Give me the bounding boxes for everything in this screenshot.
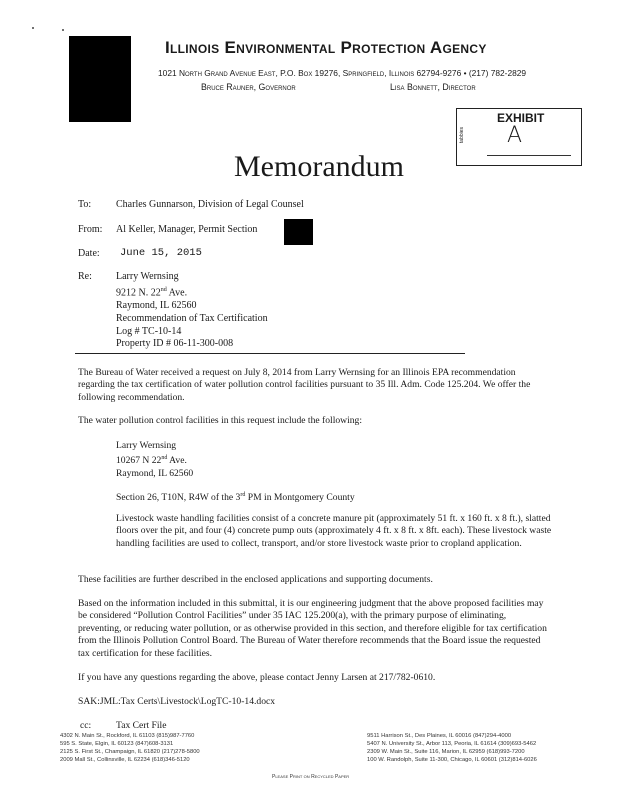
from-label: From:: [78, 224, 103, 235]
cc-value: Tax Cert File: [116, 720, 167, 731]
scan-speck: [32, 27, 34, 29]
section-location: Section 26, T10N, R4W of the 3rd PM in Montgomery County: [116, 492, 355, 504]
header-divider: [75, 353, 465, 354]
scan-speck: [62, 29, 64, 31]
re-block: [116, 271, 268, 351]
exhibit-side-text: tabbies: [459, 127, 465, 144]
re-property: Property ID # 06-11-300-008: [116, 338, 234, 350]
to-value: Charles Gunnarson, Division of Legal Counsel: [116, 199, 304, 210]
exhibit-letter: A: [507, 123, 523, 148]
facility-description: Livestock waste handling facilities consist of a concrete manure pit (approximately 51 ft. x 160 ft. x 8 ft.), slatted floors over the pit, and four (4) concrete pump outs (approximately 4 ft. x 8 ft. x 8ft. each). These livestock waste handling facilities are used to collect, transport, and/or store livestock waste prior to cropland application.: [116, 513, 552, 549]
agency-address: 1021 North Grand Avenue East, P.O. Box 19276, Springfield, Illinois 62794-9276 • (217) 782-2829: [158, 68, 527, 78]
paragraph-judgment: Based on the information included in this submittal, it is our engineering judgment that the above proposed facilities may be considered “Pollution Control Facilities” under 35 IAC 125.200(a), with the primary purpose of eliminating, preventing, or reducing water pollution, or as otherwise provided in this section, and therefore eligible for tax certification from the Illinois Pollution Control Board. The Bureau of Water therefore recommends that the Board issue the requested tax certification for these facilities.: [78, 598, 547, 659]
agency-name: Illinois Environmental Protection Agency: [165, 38, 487, 57]
re-city: Raymond, IL 62560: [116, 299, 197, 311]
paragraph-described: These facilities are further described in the enclosed applications and supporting documents.: [78, 574, 433, 585]
re-street: 9212 N. 22nd Ave.: [116, 286, 188, 299]
owner-address: Larry Wernsing 10267 N 22nd Ave. Raymond, IL 62560: [116, 440, 194, 479]
exhibit-sticker: [456, 108, 582, 166]
paragraph-facilities-intro: The water pollution control facilities in this request include the following:: [78, 415, 363, 426]
footer-offices-right: 9511 Harrison St., Des Plaines, IL 60016 (847)294-4000 5407 N. University St., Arbor 113, Peoria, IL 61614 (309)693-5462 2309 W. Main St., Suite 116, Marion, IL 62959 (618)993-7200 100 W. Randolph, Suite 11-300, Chicago, IL 60601 (312)814-6026: [367, 733, 537, 763]
re-log: Log # TC-10-14: [116, 325, 182, 337]
from-value: Al Keller, Manager, Permit Section: [116, 224, 258, 235]
paragraph-request: The Bureau of Water received a request on July 8, 2014 from Larry Wernsing for an Illinois EPA recommendation regarding the tax certification of water pollution control facilities pursuant to 35 Ill. Adm. Code 125.204. We offer the following recommendation.: [78, 367, 531, 403]
footer-offices-left: 4302 N. Main St., Rockford, IL 61103 (815)987-7760 595 S. State, Elgin, IL 60123 (847)608-3131 2125 S. First St., Champaign, IL 61820 (217)278-5800 2009 Mall St., Collinsville, IL 62234 (618)346-5120: [60, 733, 200, 763]
redacted-logo-block: [69, 36, 131, 122]
file-reference: SAK:JML:Tax Certs\Livestock\LogTC-10-14.docx: [78, 696, 276, 707]
exhibit-title: EXHIBIT: [497, 111, 545, 125]
re-label: Re:: [78, 271, 92, 282]
cc-label: cc:: [80, 720, 92, 731]
paragraph-contact: If you have any questions regarding the above, please contact Jenny Larsen at 217/782-0610.: [78, 672, 436, 683]
re-subject: Recommendation of Tax Certification: [116, 312, 268, 324]
to-label: To:: [78, 199, 92, 210]
governor-name: Bruce Rauner, Governor: [201, 82, 296, 92]
memo-title: Memorandum: [234, 150, 404, 183]
exhibit-line: [487, 155, 571, 156]
date-value: June 15, 2015: [120, 247, 202, 259]
date-label: Date:: [78, 248, 100, 259]
director-name: Lisa Bonnett, Director: [390, 82, 476, 92]
recycled-paper-note: Please Print on Recycled Paper: [272, 774, 350, 780]
redacted-initials-block: [284, 219, 313, 245]
re-name: Larry Wernsing: [116, 271, 179, 282]
